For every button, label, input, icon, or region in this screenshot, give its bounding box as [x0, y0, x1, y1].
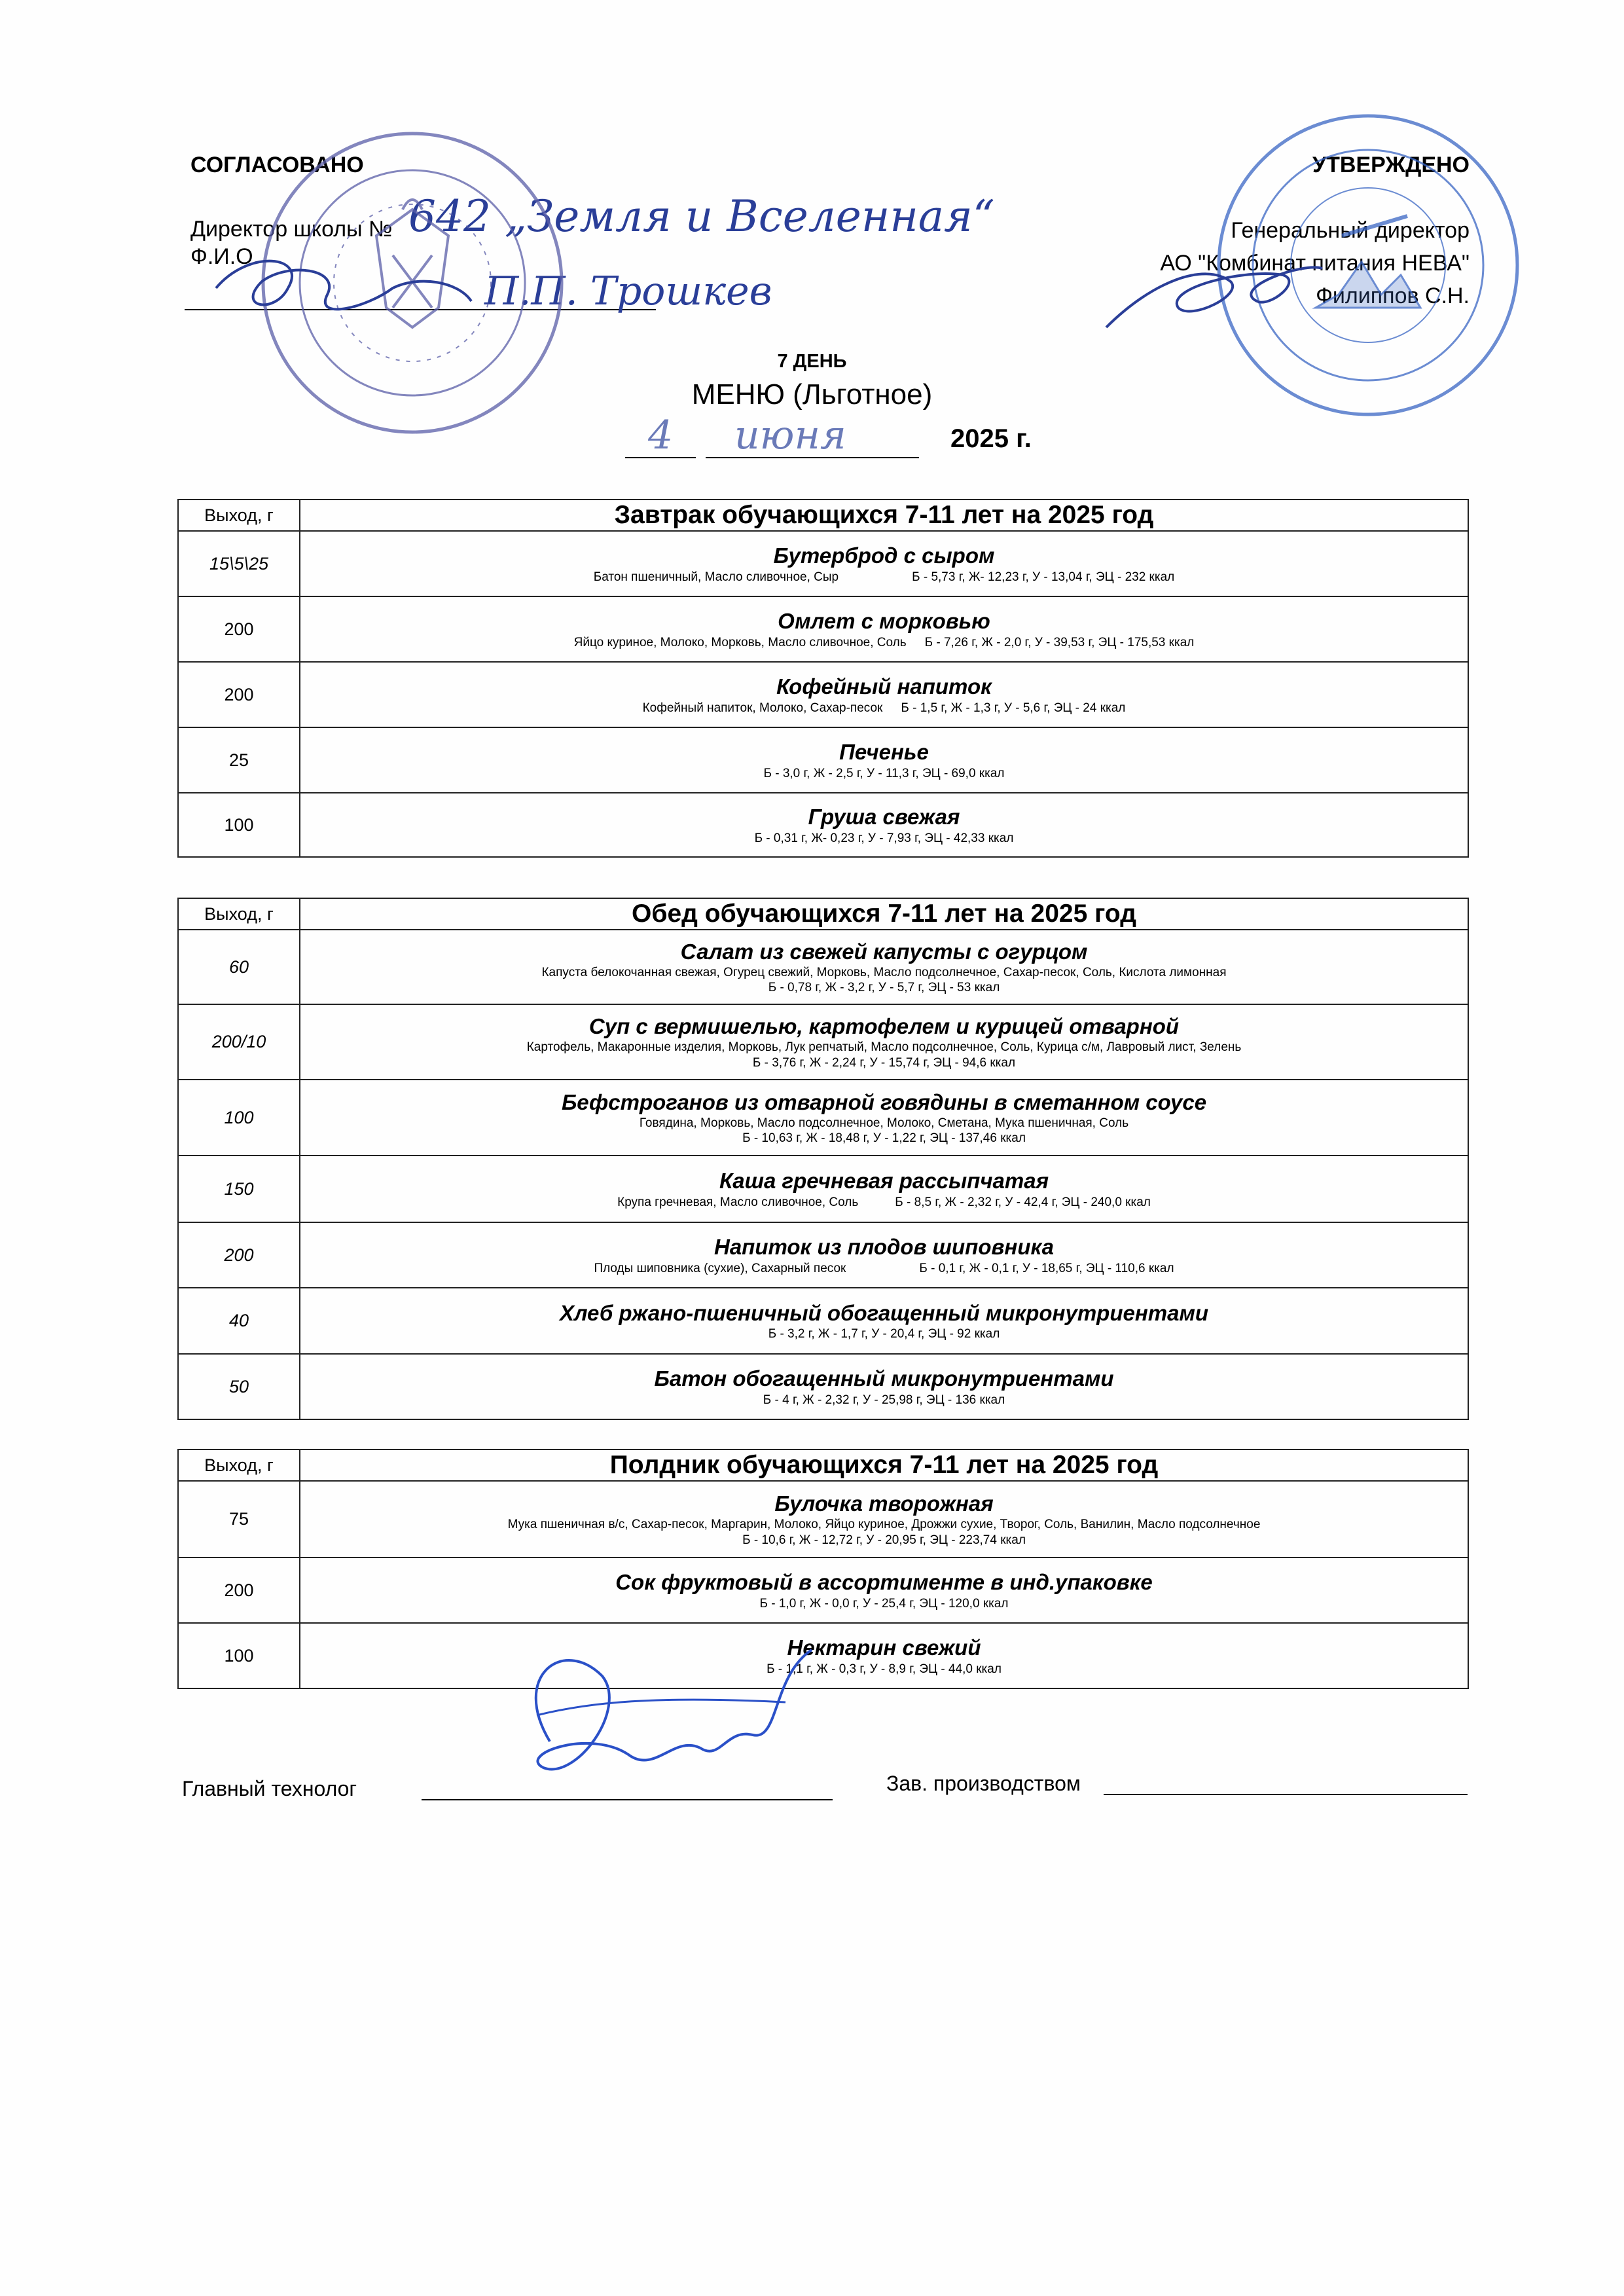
dish-name: Сок фруктовый в ассортименте в инд.упаковке	[615, 1570, 1153, 1595]
yield-cell: 100	[178, 1080, 300, 1156]
table-header-row	[178, 898, 1468, 930]
dish-name: Печенье	[839, 740, 929, 765]
dish-cell	[300, 1288, 1468, 1354]
dish-nutrition: Б - 3,76 г, Ж - 2,24 г, У - 15,74 г, ЭЦ - 94,6 ккал	[752, 1055, 1016, 1070]
yield-cell: 50	[178, 1354, 300, 1419]
dish-nutrition: Б - 1,0 г, Ж - 0,0 г, У - 25,4 г, ЭЦ - 120,0 ккал	[759, 1596, 1009, 1611]
fio-label: Ф.И.О.	[190, 244, 260, 269]
table-row	[178, 596, 1468, 662]
approval-right-title: УТВЕРЖДЕНО	[1312, 153, 1470, 177]
dish-ingredients: Крупа гречневая, Масло сливочное, Соль	[617, 1195, 859, 1209]
table-row	[178, 531, 1468, 596]
yield-cell: 100	[178, 1623, 300, 1688]
yield-column-header: Выход, г	[178, 500, 300, 531]
section-title: Завтрак обучающихся 7-11 лет на 2025 год	[300, 500, 1468, 531]
dish-nutrition: Б - 3,0 г, Ж - 2,5 г, У - 11,3 г, ЭЦ - 69,0 ккал	[763, 766, 1005, 780]
table-row	[178, 1156, 1468, 1222]
table-row	[178, 1004, 1468, 1080]
dish-nutrition: Б - 4 г, Ж - 2,32 г, У - 25,98 г, ЭЦ - 136 ккал	[763, 1393, 1005, 1407]
approval-left-title: СОГЛАСОВАНО	[190, 153, 364, 177]
yield-cell: 75	[178, 1481, 300, 1558]
dish-cell	[300, 1004, 1468, 1080]
dish-nutrition: Б - 3,2 г, Ж - 1,7 г, У - 20,4 г, ЭЦ - 92 ккал	[768, 1327, 1000, 1341]
yield-cell: 60	[178, 930, 300, 1004]
yield-cell: 15\5\25	[178, 531, 300, 596]
table-row	[178, 1222, 1468, 1288]
dish-name: Нектарин свежий	[787, 1635, 981, 1660]
yield-cell: 200	[178, 662, 300, 727]
dish-cell	[300, 727, 1468, 793]
menu-title: МЕНЮ (Льготное)	[691, 378, 933, 410]
dish-cell	[300, 1354, 1468, 1419]
dish-nutrition: Б - 1,1 г, Ж - 0,3 г, У - 8,9 г, ЭЦ - 44,0 ккал	[767, 1662, 1001, 1676]
date-day-handwritten: 4	[648, 412, 674, 458]
dish-cell	[300, 1623, 1468, 1688]
dish-cell	[300, 596, 1468, 662]
dish-nutrition: Б - 7,26 г, Ж - 2,0 г, У - 39,53 г, ЭЦ - 175,53 ккал	[924, 635, 1195, 649]
table-row	[178, 727, 1468, 793]
production-head-label: Зав. производством	[886, 1772, 1081, 1795]
dish-details	[300, 1195, 1468, 1210]
date-year: 2025 г.	[950, 424, 1032, 453]
yield-cell: 200	[178, 596, 300, 662]
school-name-handwritten: 642 „Земля и Вселенная“	[408, 191, 995, 242]
dish-cell	[300, 1222, 1468, 1288]
yield-cell: 200/10	[178, 1004, 300, 1080]
dish-cell	[300, 1156, 1468, 1222]
dish-details	[300, 701, 1468, 716]
dish-name: Салат из свежей капусты с огурцом	[680, 939, 1088, 964]
table-header-row	[178, 1449, 1468, 1481]
general-director-signature	[1106, 267, 1322, 327]
dish-name: Бутерброд с сыром	[773, 543, 995, 568]
table-row	[178, 793, 1468, 857]
dish-nutrition: Б - 10,6 г, Ж - 12,72 г, У - 20,95 г, ЭЦ - 223,74 ккал	[742, 1533, 1026, 1547]
dish-nutrition: Б - 0,31 г, Ж- 0,23 г, У - 7,93 г, ЭЦ - 42,33 ккал	[754, 831, 1014, 845]
dish-ingredients: Картофель, Макаронные изделия, Морковь, Лук репчатый, Масло подсолнечное, Соль, Курица с/м, Лавровый лист, Зелень	[526, 1040, 1242, 1055]
dish-ingredients: Кофейный напиток, Молоко, Сахар-песок	[642, 701, 883, 715]
table-row	[178, 1288, 1468, 1354]
dish-cell	[300, 1080, 1468, 1156]
dish-details	[300, 635, 1468, 650]
dish-cell	[300, 793, 1468, 857]
yield-cell: 40	[178, 1288, 300, 1354]
dish-name: Батон обогащенный микронутриентами	[654, 1366, 1114, 1391]
dish-cell	[300, 662, 1468, 727]
yield-cell: 200	[178, 1222, 300, 1288]
table-row	[178, 1558, 1468, 1623]
dish-details	[300, 1261, 1468, 1276]
yield-column-header: Выход, г	[178, 898, 300, 930]
yield-cell: 200	[178, 1558, 300, 1623]
chief-technologist-label: Главный технолог	[182, 1777, 357, 1800]
school-director-label: Директор школы №	[190, 217, 393, 242]
dish-ingredients: Мука пшеничная в/с, Сахар-песок, Маргарин, Молоко, Яйцо куриное, Дрожжи сухие, Творог, Соль, Ванилин, Масло подсолнечное	[507, 1518, 1261, 1532]
section-title: Полдник обучающихся 7-11 лет на 2025 год	[300, 1449, 1468, 1481]
dish-ingredients: Капуста белокочанная свежая, Огурец свежий, Морковь, Масло подсолнечное, Сахар-песок, Соль, Кислота лимонная	[541, 965, 1227, 979]
dish-cell	[300, 1481, 1468, 1558]
dish-ingredients: Яйцо куриное, Молоко, Морковь, Масло сливочное, Соль	[573, 635, 907, 649]
general-director-label: Генеральный директор	[1231, 218, 1470, 243]
yield-cell: 150	[178, 1156, 300, 1222]
dish-name: Бефстроганов из отварной говядины в сметанном соусе	[561, 1089, 1207, 1114]
director-name-handwritten: П.П. Трошкев	[484, 268, 772, 314]
date-month-handwritten: июня	[734, 412, 846, 458]
company-name: АО "Комбинат питания НЕВА"	[1160, 251, 1470, 276]
table-row	[178, 930, 1468, 1004]
table-row	[178, 1080, 1468, 1156]
table-row	[178, 1354, 1468, 1419]
dish-nutrition: Б - 1,5 г, Ж - 1,3 г, У - 5,6 г, ЭЦ - 24 ккал	[901, 701, 1126, 715]
production-head-signature-line	[1104, 1794, 1468, 1795]
yield-column-header: Выход, г	[178, 1449, 300, 1481]
dish-name: Суп с вермишелью, картофелем и курицей отварной	[588, 1014, 1180, 1039]
dish-cell	[300, 930, 1468, 1004]
chief-technologist-signature-stroke	[537, 1700, 785, 1715]
dish-name: Напиток из плодов шиповника	[713, 1235, 1054, 1260]
breakfast-table	[177, 499, 1469, 858]
dish-nutrition: Б - 8,5 г, Ж - 2,32 г, У - 42,4 г, ЭЦ - 240,0 ккал	[895, 1195, 1151, 1209]
dish-nutrition: Б - 0,78 г, Ж - 3,2 г, У - 5,7 г, ЭЦ - 53 ккал	[768, 981, 1000, 995]
table-row	[178, 662, 1468, 727]
day-label: 7 ДЕНЬ	[777, 351, 847, 372]
dish-cell	[300, 1558, 1468, 1623]
table-row	[178, 1481, 1468, 1558]
snack-table	[177, 1449, 1469, 1689]
chief-technologist-signature-line	[422, 1799, 833, 1800]
table-header-row	[178, 500, 1468, 531]
dish-ingredients: Говядина, Морковь, Масло подсолнечное, Молоко, Сметана, Мука пшеничная, Соль	[639, 1116, 1129, 1130]
dish-name: Кофейный напиток	[776, 674, 992, 699]
table-row	[178, 1623, 1468, 1688]
dish-name: Каша гречневая рассыпчатая	[719, 1169, 1049, 1194]
dish-name: Хлеб ржано-пшеничный обогащенный микронутриентами	[559, 1300, 1209, 1325]
dish-details	[300, 570, 1468, 585]
dish-ingredients: Плоды шиповника (сухие), Сахарный песок	[594, 1261, 846, 1275]
dish-nutrition: Б - 10,63 г, Ж - 18,48 г, У - 1,22 г, ЭЦ - 137,46 ккал	[742, 1131, 1026, 1146]
yield-cell: 100	[178, 793, 300, 857]
yield-cell: 25	[178, 727, 300, 793]
dish-name: Омлет с морковью	[778, 609, 990, 634]
general-director-name: Филиппов С.Н.	[1316, 283, 1470, 308]
lunch-table	[177, 898, 1469, 1420]
dish-nutrition: Б - 5,73 г, Ж- 12,23 г, У - 13,04 г, ЭЦ - 232 ккал	[912, 570, 1175, 584]
dish-name: Груша свежая	[808, 805, 960, 829]
dish-ingredients: Батон пшеничный, Масло сливочное, Сыр	[593, 570, 839, 584]
dish-cell	[300, 531, 1468, 596]
section-title: Обед обучающихся 7-11 лет на 2025 год	[300, 898, 1468, 930]
dish-nutrition: Б - 0,1 г, Ж - 0,1 г, У - 18,65 г, ЭЦ - 110,6 ккал	[919, 1261, 1174, 1275]
dish-name: Булочка творожная	[774, 1491, 994, 1516]
